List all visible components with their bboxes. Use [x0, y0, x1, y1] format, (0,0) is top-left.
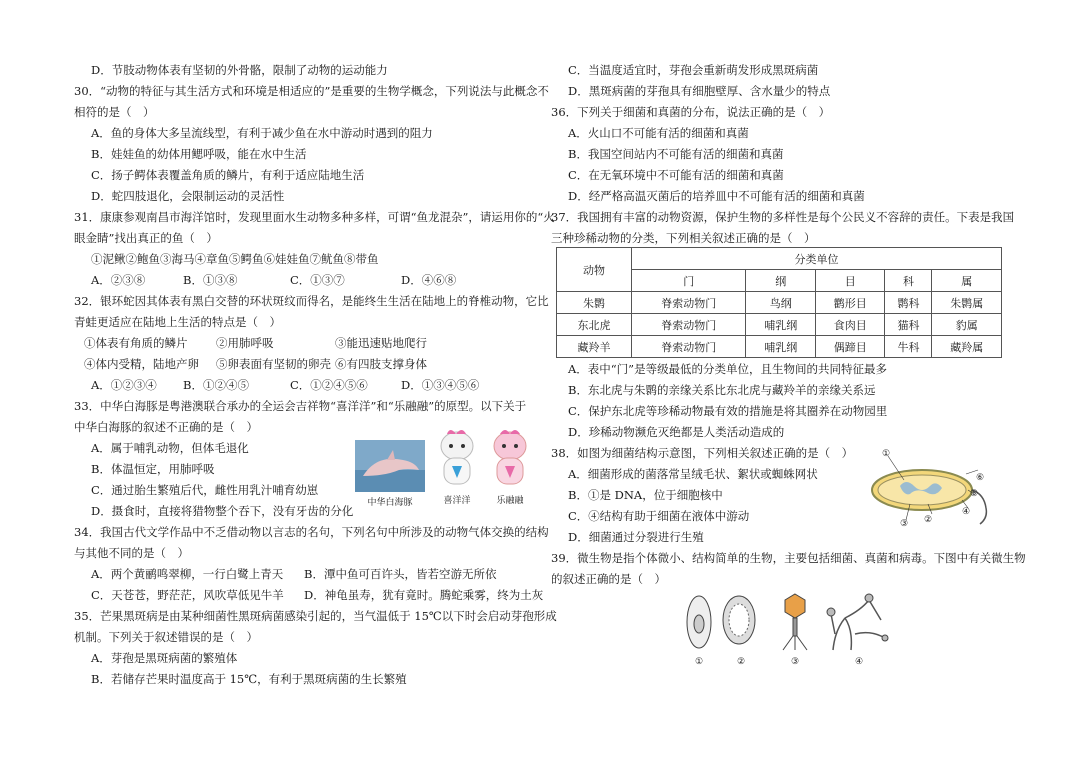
table-cell: 偶蹄目	[815, 336, 885, 358]
q34-option-a: A．两个黄鹂鸣翠柳，一行白鹭上青天	[91, 567, 284, 581]
q33-option-a: A．属于哺乳动物，但体毛退化	[91, 441, 249, 455]
table-cell: 豹属	[932, 314, 1002, 336]
table-cell: 东北虎	[557, 314, 632, 336]
table-cell: 藏羚属	[932, 336, 1002, 358]
microbe-label-1: ①	[695, 657, 704, 667]
microbe-label-4: ④	[855, 657, 864, 667]
q36-option-b: B．我国空间站内不可能有活的细菌和真菌	[568, 147, 784, 161]
q32-option-a: A．①②③④	[91, 378, 157, 392]
label-6: ⑥	[976, 473, 985, 483]
q38-option-c: C．④结构有助于细菌在液体中游动	[568, 509, 750, 523]
classification-table	[556, 247, 1002, 358]
q37-option-b: B．东北虎与朱鹮的亲缘关系比东北虎与藏羚羊的亲缘关系远	[568, 383, 876, 397]
q32-item-6: ⑥有四肢支撑身体	[335, 357, 427, 371]
q39-stem: 39．微生物是指个体微小、结构简单的生物，主要包括细菌、真菌和病毒。下图中有关微生物	[551, 551, 1026, 565]
bacterium-diagram	[858, 446, 1000, 528]
q38-option-a: A．细菌形成的菌落常呈绒毛状、絮状或蜘蛛网状	[568, 467, 818, 481]
mascot-1-caption: 喜洋洋	[443, 496, 471, 506]
microbe-label-3: ③	[791, 657, 800, 667]
q31-stem: 31．康康参观南昌市海洋馆时，发现里面水生动物多种多样，可谓“鱼龙混杂”，请运用你的“火	[74, 210, 555, 224]
table-cell: 鹮科	[885, 292, 932, 314]
table-header-unit: 分类单位	[632, 248, 1002, 270]
q34-stem-2: 与其他不同的是（ ）	[74, 546, 189, 560]
table-cell: 牛科	[885, 336, 932, 358]
q30-stem: 30．“动物的特征与其生活方式和环境是相适应的”是重要的生物学概念，下列说法与此概念不	[74, 84, 549, 98]
q33-option-c: C．通过胎生繁殖后代，雌性用乳汁哺育幼崽	[91, 483, 319, 497]
table-cell: 猫科	[885, 314, 932, 336]
table-cell: 脊索动物门	[632, 336, 746, 358]
q32-item-5: ⑤卵表面有坚韧的卵壳	[216, 357, 331, 371]
q35-option-a: A．芽孢是黑斑病菌的繁殖体	[91, 651, 238, 665]
table-subhead: 科	[885, 270, 932, 292]
q32-item-2: ②用肺呼吸	[216, 336, 274, 350]
q32-option-b: B．①②④⑤	[183, 378, 249, 392]
table-cell: 朱鹮属	[932, 292, 1002, 314]
table-subhead: 纲	[746, 270, 816, 292]
dolphin-photo	[355, 440, 425, 508]
q34-option-b: B．潭中鱼可百许头，皆若空游无所依	[304, 567, 497, 581]
table-header-animal: 动物	[557, 248, 632, 292]
q34-option-d: D．神龟虽寿，犹有竟时。腾蛇乘雾，终为土灰	[304, 588, 544, 602]
q31-option-c: C．①③⑦	[290, 273, 345, 287]
q39-stem-2: 的叙述正确的是（ ）	[551, 572, 666, 586]
q36-option-a: A．火山口不可能有活的细菌和真菌	[568, 126, 749, 140]
label-2: ②	[924, 515, 933, 525]
q31-option-a: A．②③⑧	[91, 273, 146, 287]
q35-option-b: B．若储存芒果时温度高于 15℃，有利于黑斑病菌的生长繁殖	[91, 672, 407, 686]
table-subhead: 属	[932, 270, 1002, 292]
microbe-figures	[685, 590, 897, 670]
q30-option-c: C．扬子鳄体表覆盖角质的鳞片，有利于适应陆地生活	[91, 168, 365, 182]
q35-stem: 35．芒果黑斑病是由某种细菌性黑斑病菌感染引起的，当气温低于 15℃以下时会启动芽孢形成	[74, 609, 557, 623]
q32-option-c: C．①②④⑤⑥	[290, 378, 368, 392]
table-cell: 藏羚羊	[557, 336, 632, 358]
mascot-xiyangyang	[432, 428, 482, 506]
dolphin-caption: 中华白海豚	[367, 498, 413, 508]
q30-option-a: A．鱼的身体大多呈流线型，有利于减少鱼在水中游动时遇到的阻力	[91, 126, 433, 140]
q33-option-d: D．摄食时，直接将猎物整个吞下，没有牙齿的分化	[91, 504, 354, 518]
q32-stem: 32．银环蛇因其体表有黑白交替的环状斑纹而得名，是能终生生活在陆地上的脊椎动物，它比	[74, 294, 549, 308]
q31-stem-2: 眼金睛”找出真正的鱼（ ）	[74, 231, 218, 245]
q37-option-d: D．珍稀动物濒危灭绝都是人类活动造成的	[568, 425, 785, 439]
label-1: ①	[882, 449, 891, 459]
q37-option-c: C．保护东北虎等珍稀动物最有效的措施是将其圈养在动物园里	[568, 404, 888, 418]
q37-stem: 37．我国拥有丰富的动物资源，保护生物的多样性是每个公民义不容辞的责任。下表是我国	[551, 210, 1015, 224]
label-5: ⑤	[970, 489, 979, 499]
mascot-2-caption: 乐融融	[496, 496, 524, 506]
q38-option-d: D．细菌通过分裂进行生殖	[568, 530, 704, 544]
table-cell: 食肉目	[815, 314, 885, 336]
q30-stem-2: 相符的是（ ）	[74, 105, 155, 119]
table-cell: 鸟纲	[746, 292, 816, 314]
q29-option-d: D．节肢动物体表有坚韧的外骨骼，限制了动物的运动能力	[91, 63, 388, 77]
table-cell: 鹳形目	[815, 292, 885, 314]
q37-stem-2: 三种珍稀动物的分类，下列相关叙述正确的是（ ）	[551, 231, 816, 245]
table-cell: 脊索动物门	[632, 292, 746, 314]
q35-stem-2: 机制。下列关于叙述错误的是（ ）	[74, 630, 258, 644]
q30-option-b: B．娃娃鱼的幼体用鳃呼吸，能在水中生活	[91, 147, 307, 161]
mascot-lerongrong	[485, 428, 535, 506]
q33-stem: 33．中华白海豚是粤港澳联合承办的全运会吉祥物“喜洋洋”和“乐融融”的原型。以下关于	[74, 399, 527, 413]
label-4: ④	[962, 507, 971, 517]
q31-option-d: D．④⑥⑧	[401, 273, 457, 287]
q32-item-4: ④体内受精，陆地产卵	[84, 357, 199, 371]
table-cell: 脊索动物门	[632, 314, 746, 336]
table-subhead: 目	[815, 270, 885, 292]
q33-option-b: B．体温恒定，用肺呼吸	[91, 462, 215, 476]
q32-item-3: ③能迅速贴地爬行	[335, 336, 427, 350]
q35-option-c: C．当温度适宜时，芽孢会重新萌发形成黑斑病菌	[568, 63, 819, 77]
table-cell: 朱鹮	[557, 292, 632, 314]
q31-option-b: B．①③⑧	[183, 273, 238, 287]
table-subhead: 门	[632, 270, 746, 292]
q36-option-d: D．经严格高温灭菌后的培养皿中不可能有活的细菌和真菌	[568, 189, 865, 203]
table-row	[557, 314, 1002, 336]
table-cell: 哺乳纲	[746, 336, 816, 358]
q30-option-d: D．蛇四肢退化，会限制运动的灵活性	[91, 189, 285, 203]
q31-items: ①泥鳅②鲍鱼③海马④章鱼⑤鳄鱼⑥娃娃鱼⑦鱿鱼⑧带鱼	[91, 252, 379, 266]
q32-option-d: D．①③④⑤⑥	[401, 378, 480, 392]
label-3: ③	[900, 519, 909, 529]
q34-stem: 34．我国古代文学作品中不乏借动物以言志的名句，下列名句中所涉及的动物气体交换的结构	[74, 525, 549, 539]
q37-option-a: A．表中“门”是等级最低的分类单位，且生物间的共同特征最多	[568, 362, 888, 376]
q36-option-c: C．在无氧环境中不可能有活的细菌和真菌	[568, 168, 784, 182]
table-row	[557, 292, 1002, 314]
q33-stem-2: 中华白海豚的叙述不正确的是（ ）	[74, 420, 258, 434]
microbe-label-2: ②	[737, 657, 746, 667]
q34-option-c: C．天苍苍，野茫茫，风吹草低见牛羊	[91, 588, 284, 602]
q32-item-1: ①体表有角质的鳞片	[84, 336, 188, 350]
q38-stem: 38．如图为细菌结构示意图，下列相关叙述正确的是（ ）	[551, 446, 854, 460]
table-cell: 哺乳纲	[746, 314, 816, 336]
q36-stem: 36．下列关于细菌和真菌的分布，说法正确的是（ ）	[551, 105, 831, 119]
q35-option-d: D．黑斑病菌的芽孢具有细胞壁厚、含水量少的特点	[568, 84, 831, 98]
q32-stem-2: 青蛙更适应在陆地上生活的特点是（ ）	[74, 315, 281, 329]
q38-option-b: B．①是 DNA，位于细胞核中	[568, 488, 723, 502]
table-row	[557, 336, 1002, 358]
